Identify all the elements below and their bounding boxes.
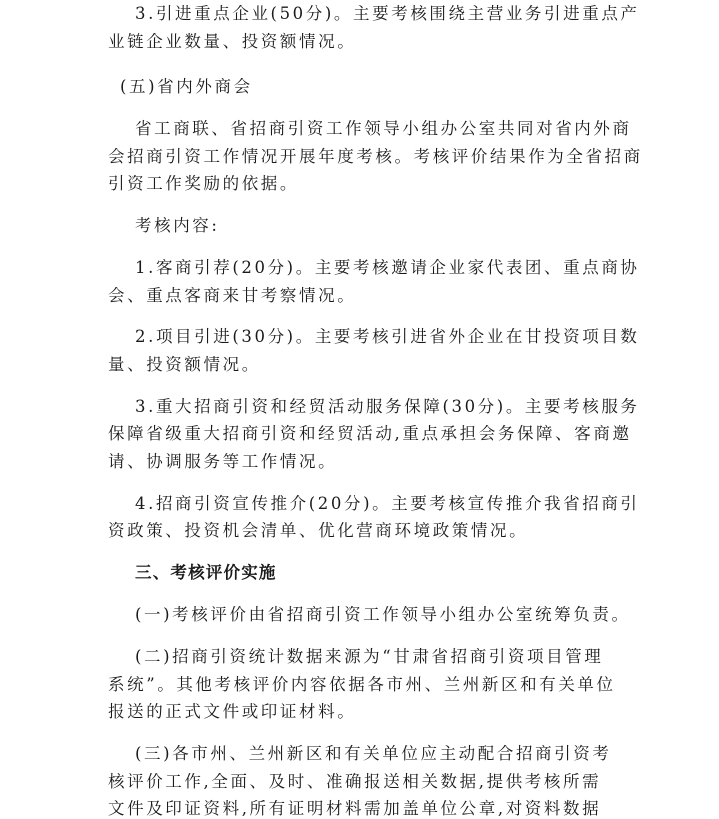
chapter-heading: 三、考核评价实施 <box>135 563 277 582</box>
paragraph-line: 4.招商引资宣传推介(20分)。主要考核宣传推介我省招商引 <box>135 494 640 513</box>
paragraph-line: 省工商联、省招商引资工作领导小组办公室共同对省内外商 <box>135 119 632 138</box>
paragraph-line: 会招商引资工作情况开展年度考核。考核评价结果作为全省招商 <box>108 147 643 166</box>
paragraph-line: 系统”。其他考核评价内容依据各市州、兰州新区和有关单位 <box>108 675 616 694</box>
paragraph-line: 引资工作奖励的依据。 <box>108 174 299 193</box>
paragraph-line: (一)考核评价由省招商引资工作领导小组办公室统筹负责。 <box>135 605 631 624</box>
paragraph-line: 文件及印证资料,所有证明材料需加盖单位公章,对资料数据 <box>108 799 602 818</box>
paragraph-line: (二)招商引资统计数据来源为“甘肃省招商引资项目管理 <box>135 647 604 666</box>
paragraph-line: 2.项目引进(30分)。主要考核引进省外企业在甘投资项目数 <box>135 327 640 346</box>
paragraph-line: 量、投资额情况。 <box>108 355 261 374</box>
paragraph-line: 1.客商引荐(20分)。主要考核邀请企业家代表团、重点商协 <box>135 258 640 277</box>
paragraph-line: 业链企业数量、投资额情况。 <box>108 32 357 51</box>
paragraph-line: 资政策、投资机会清单、优化营商环境政策情况。 <box>108 521 529 540</box>
paragraph-line: 请、协调服务等工作情况。 <box>108 452 338 471</box>
paragraph-line: 报送的正式文件或印证材料。 <box>108 702 357 721</box>
paragraph-line: 会、重点客商来甘考察情况。 <box>108 286 357 305</box>
paragraph-line: 考核内容: <box>135 216 220 235</box>
paragraph-line: 核评价工作,全面、及时、准确报送相关数据,提供考核所需 <box>108 772 602 791</box>
paragraph-line: 保障省级重大招商引资和经贸活动,重点承担会务保障、客商邀 <box>108 424 632 443</box>
paragraph-line: 3.引进重点企业(50分)。主要考核围绕主营业务引进重点产 <box>135 4 640 23</box>
section-heading: (五)省内外商会 <box>120 77 253 96</box>
paragraph-line: (三)各市州、兰州新区和有关单位应主动配合招商引资考 <box>135 744 612 763</box>
paragraph-line: 3.重大招商引资和经贸活动服务保障(30分)。主要考核服务 <box>135 397 640 416</box>
